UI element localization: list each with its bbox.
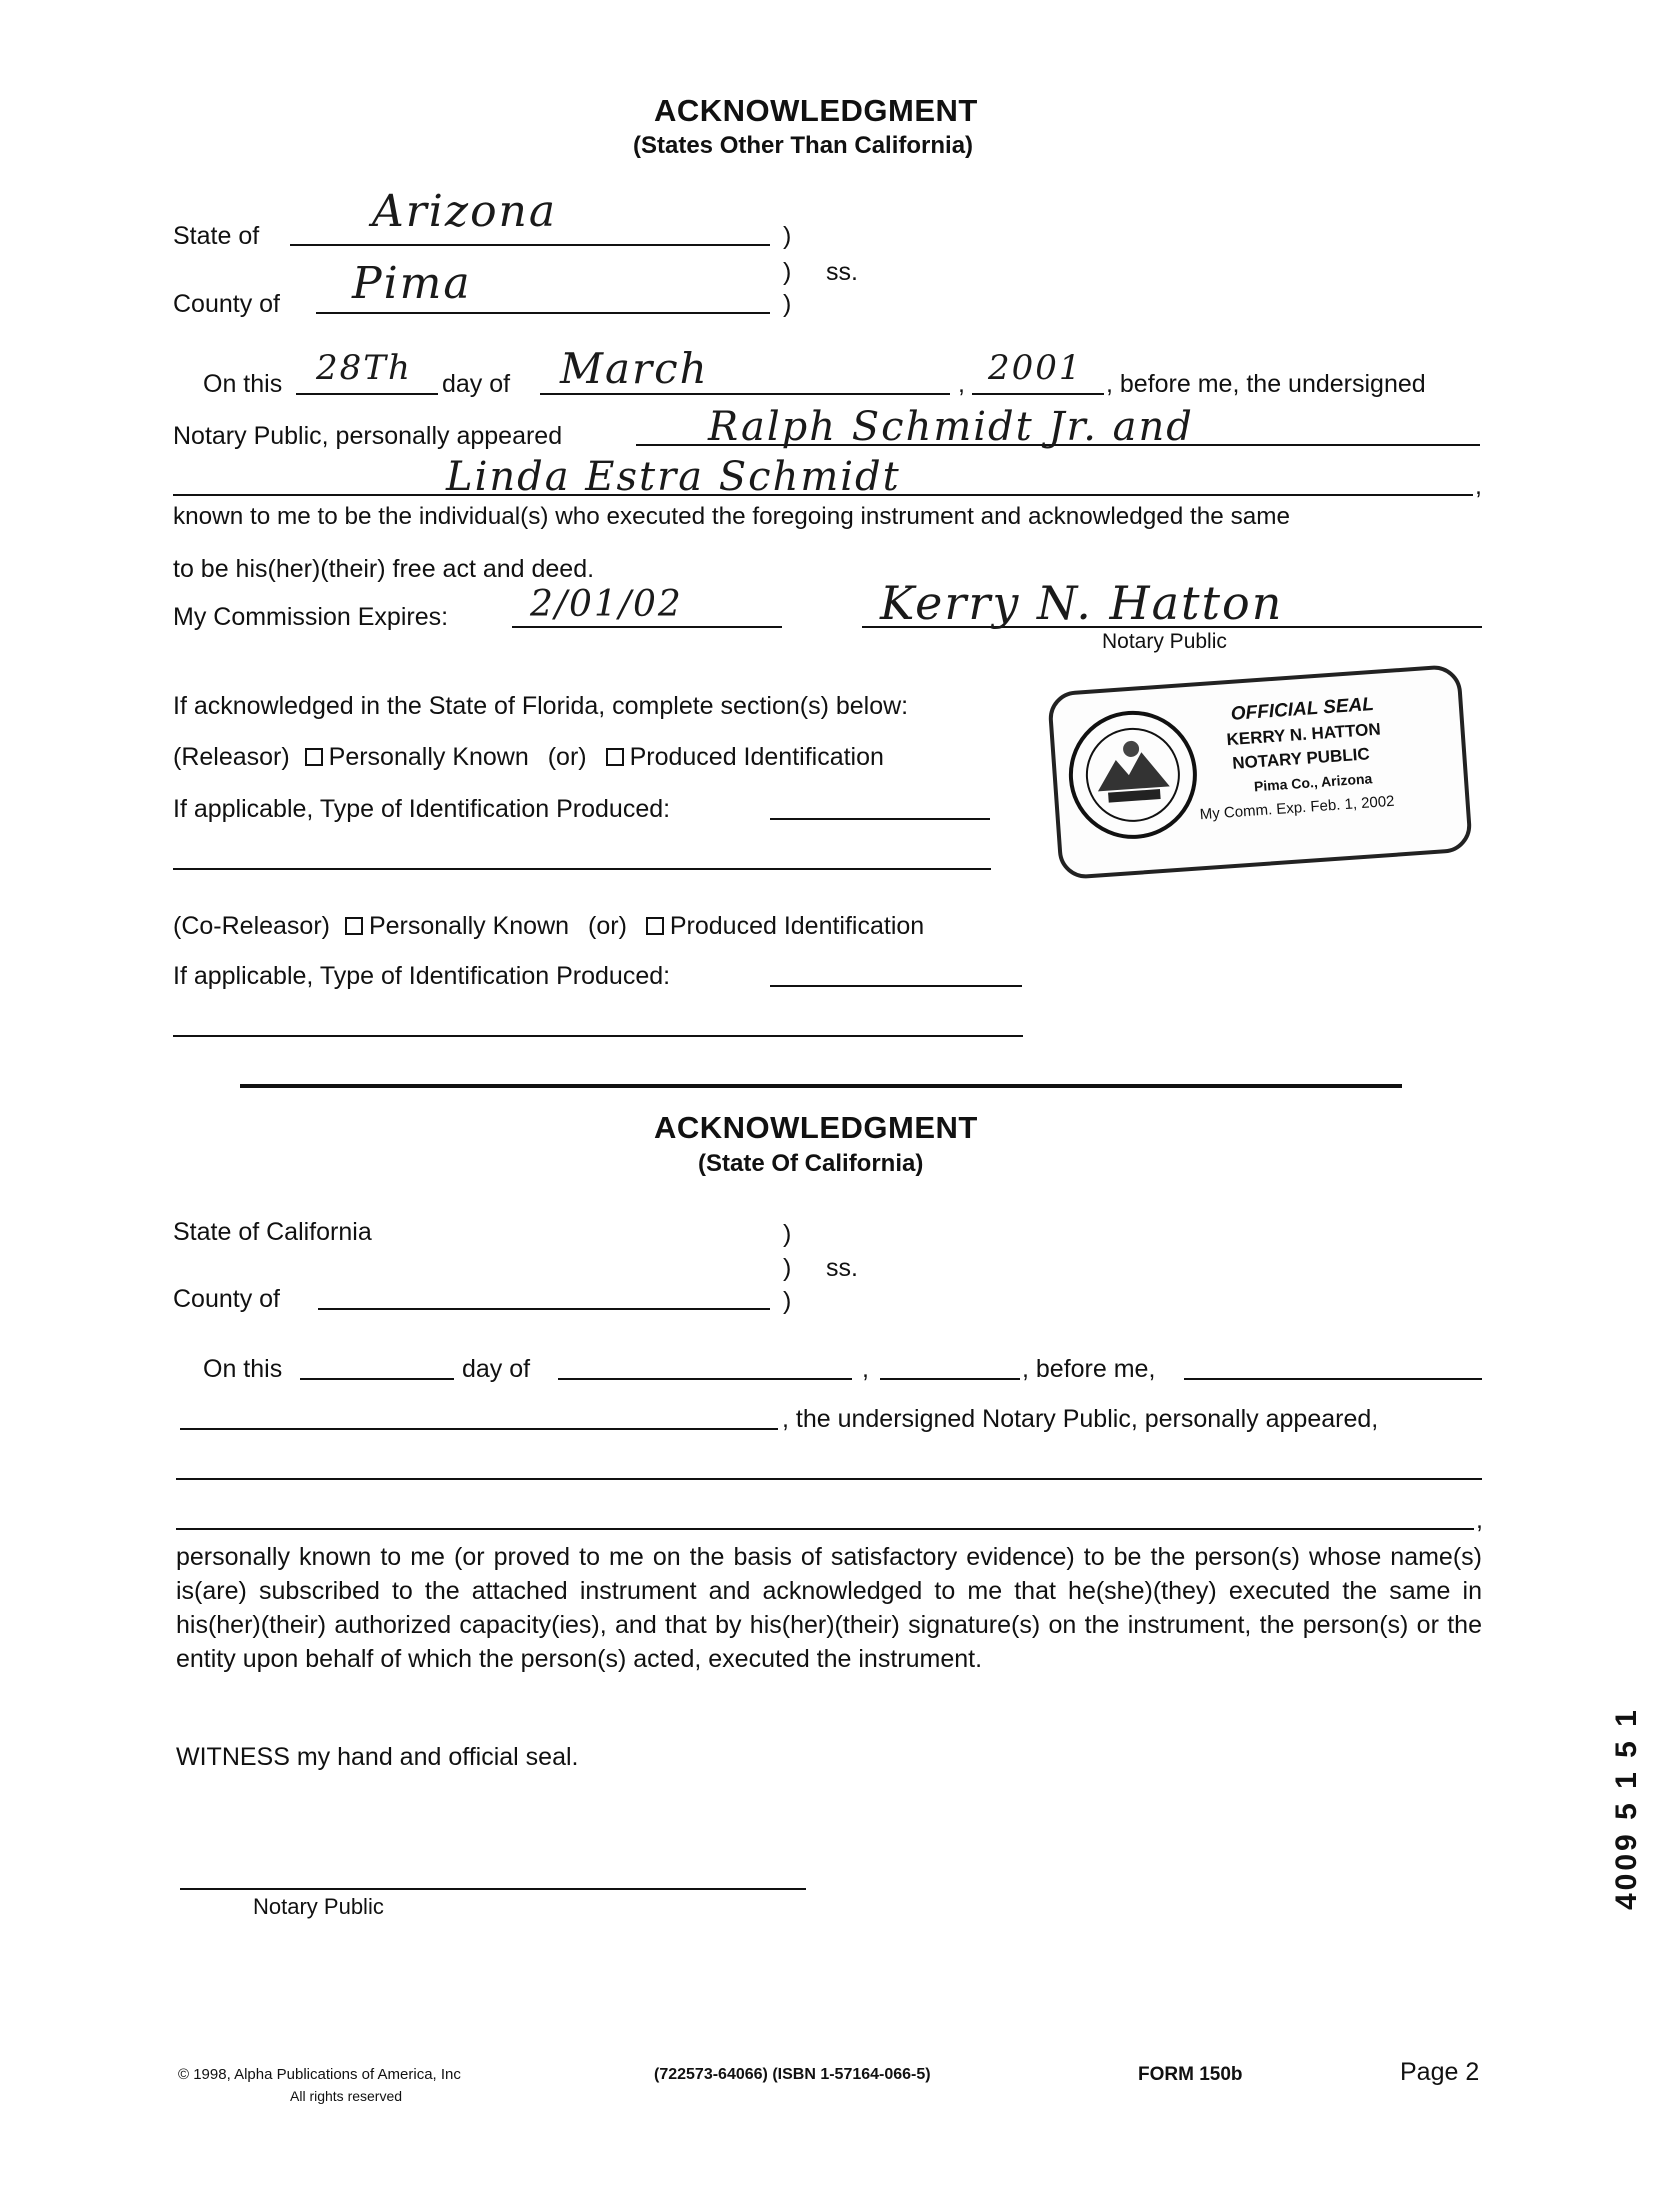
ca-before-me-label: , before me, bbox=[1022, 1355, 1156, 1383]
state-paren: ) bbox=[783, 222, 792, 250]
ca-county-line[interactable] bbox=[318, 1308, 770, 1310]
releasor-or: (or) bbox=[547, 743, 587, 771]
footer-page-number: Page 2 bbox=[1400, 2058, 1480, 2086]
year-value: 2001 bbox=[988, 348, 1083, 388]
notary-appeared-label: Notary Public, personally appeared bbox=[173, 422, 563, 450]
releasor-personally-known-label: Personally Known bbox=[328, 743, 529, 771]
notary-public-label-top: Notary Public bbox=[1102, 630, 1227, 653]
year-line bbox=[972, 393, 1104, 395]
footer-copyright: © 1998, Alpha Publications of America, Inc bbox=[178, 2066, 461, 2083]
ca-comma: , bbox=[862, 1355, 869, 1383]
day-line bbox=[296, 393, 438, 395]
coreleasor-personally-known-label: Personally Known bbox=[368, 912, 570, 940]
ca-before-me-line[interactable] bbox=[1184, 1378, 1482, 1380]
footer-isbn: (722573-64066) (ISBN 1-57164-066-5) bbox=[654, 2066, 931, 2083]
releasor-produced-id-checkbox[interactable] bbox=[606, 748, 624, 766]
florida-intro: If acknowledged in the State of Florida, complete section(s) below: bbox=[173, 692, 909, 720]
releasor-label: (Releasor) bbox=[173, 743, 290, 771]
ca-month-line[interactable] bbox=[558, 1378, 852, 1380]
ca-name-line-2[interactable] bbox=[176, 1478, 1482, 1480]
state-line bbox=[290, 244, 770, 246]
top-ss: ss. bbox=[826, 258, 858, 286]
commission-label: My Commission Expires: bbox=[173, 603, 449, 631]
ca-county-paren: ) bbox=[783, 1287, 792, 1315]
ca-on-this-label: On this bbox=[203, 1355, 283, 1383]
coreleasor-row bbox=[173, 912, 924, 941]
ca-undersigned-text: , the undersigned Notary Public, personally appeared, bbox=[782, 1405, 1379, 1433]
county-label: County of bbox=[173, 290, 281, 318]
county-line bbox=[316, 312, 770, 314]
releasor-id-extra-line[interactable] bbox=[173, 868, 991, 870]
ca-county-label: County of bbox=[173, 1285, 281, 1313]
seal-line-5: My Comm. Exp. Feb. 1, 2002 bbox=[1199, 792, 1396, 824]
on-this-label: On this bbox=[203, 370, 283, 398]
commission-line bbox=[512, 626, 782, 628]
ca-year-line[interactable] bbox=[880, 1378, 1020, 1380]
ca-state-paren: ) bbox=[783, 1220, 792, 1248]
state-value: Arizona bbox=[372, 186, 558, 237]
releasor-id-type-line[interactable] bbox=[770, 818, 990, 820]
seal-line-1: OFFICIAL SEAL bbox=[1230, 693, 1375, 725]
ca-name-comma: , bbox=[1476, 1506, 1483, 1534]
coreleasor-produced-id-label: Produced Identification bbox=[669, 912, 925, 940]
footer-rights: All rights reserved bbox=[290, 2088, 403, 2104]
margin-stamp-number: 4009 5 1 5 1 bbox=[1610, 1707, 1643, 1910]
month-comma: , bbox=[958, 370, 965, 398]
ca-name-line-1[interactable] bbox=[180, 1428, 778, 1430]
coreleasor-label: (Co-Releasor) bbox=[173, 912, 330, 940]
releasor-row bbox=[173, 743, 884, 772]
county-paren: ) bbox=[783, 290, 792, 318]
ca-paragraph: personally known to me (or proved to me on the basis of satisfactory evidence) to be the person(s) whose name(s) is(are) subscribed to the attached instrument and acknowledged to me that he(she)(they) executed the same in his(her)(their) authorized capacity(ies), and that by his(her)(their) signature(s) on the instrument, the person(s) or the entity upon behalf of which the person(s) acted, executed the instrument. bbox=[176, 1543, 1482, 1673]
coreleasor-personally-known-checkbox[interactable] bbox=[345, 917, 363, 935]
known-line-text: known to me to be the individual(s) who executed the foregoing instrument and acknowledged the same bbox=[173, 503, 1290, 530]
coreleasor-id-extra-line[interactable] bbox=[173, 1035, 1023, 1037]
ca-day-of-label: day of bbox=[462, 1355, 531, 1383]
ca-day-line[interactable] bbox=[300, 1378, 454, 1380]
coreleasor-id-type-line[interactable] bbox=[770, 985, 1022, 987]
releasor-produced-id-label: Produced Identification bbox=[629, 743, 884, 771]
arizona-seal-icon bbox=[1062, 704, 1203, 845]
ca-witness-text: WITNESS my hand and official seal. bbox=[176, 1743, 579, 1771]
appeared-name-1: Ralph Schmidt Jr. and bbox=[708, 404, 1194, 450]
appeared-name-2: Linda Estra Schmidt bbox=[446, 454, 901, 500]
seal-line-2: KERRY N. HATTON bbox=[1226, 719, 1382, 750]
ca-state-label: State of California bbox=[173, 1218, 372, 1246]
california-subtitle: (State Of California) bbox=[698, 1150, 924, 1177]
top-subtitle: (States Other Than California) bbox=[633, 132, 974, 159]
releasor-id-type-label: If applicable, Type of Identification Produced: bbox=[173, 795, 671, 823]
coreleasor-produced-id-checkbox[interactable] bbox=[646, 917, 664, 935]
releasor-personally-known-checkbox[interactable] bbox=[305, 748, 323, 766]
top-title: ACKNOWLEDGMENT bbox=[654, 93, 978, 128]
ca-ss: ss. bbox=[826, 1254, 858, 1282]
official-seal-stamp bbox=[1047, 664, 1473, 880]
notary-signature: Kerry N. Hatton bbox=[880, 576, 1284, 630]
appeared-comma: , bbox=[1475, 472, 1482, 500]
footer-form: FORM 150b bbox=[1138, 2064, 1243, 2085]
month-line bbox=[540, 393, 950, 395]
ca-ss-paren: ) bbox=[783, 1254, 792, 1282]
section-divider bbox=[240, 1084, 1402, 1088]
seal-line-4: Pima Co., Arizona bbox=[1253, 770, 1373, 795]
day-of-label: day of bbox=[442, 370, 511, 398]
commission-value: 2/01/02 bbox=[530, 584, 683, 625]
coreleasor-id-type-label: If applicable, Type of Identification Produced: bbox=[173, 962, 671, 990]
state-label: State of bbox=[173, 222, 260, 250]
ca-name-line-3[interactable] bbox=[176, 1528, 1474, 1530]
coreleasor-or: (or) bbox=[588, 912, 627, 940]
ca-notary-signature-line[interactable] bbox=[180, 1888, 806, 1890]
county-value: Pima bbox=[352, 258, 472, 309]
day-value: 28Th bbox=[316, 348, 412, 388]
ca-notary-public-label: Notary Public bbox=[253, 1894, 384, 1919]
before-me-label: , before me, the undersigned bbox=[1106, 370, 1426, 398]
ss-paren-mid: ) bbox=[783, 258, 792, 286]
month-value: March bbox=[560, 344, 709, 393]
seal-line-3: NOTARY PUBLIC bbox=[1231, 744, 1371, 773]
free-act-text: to be his(her)(their) free act and deed. bbox=[173, 555, 595, 583]
california-title: ACKNOWLEDGMENT bbox=[654, 1110, 978, 1145]
